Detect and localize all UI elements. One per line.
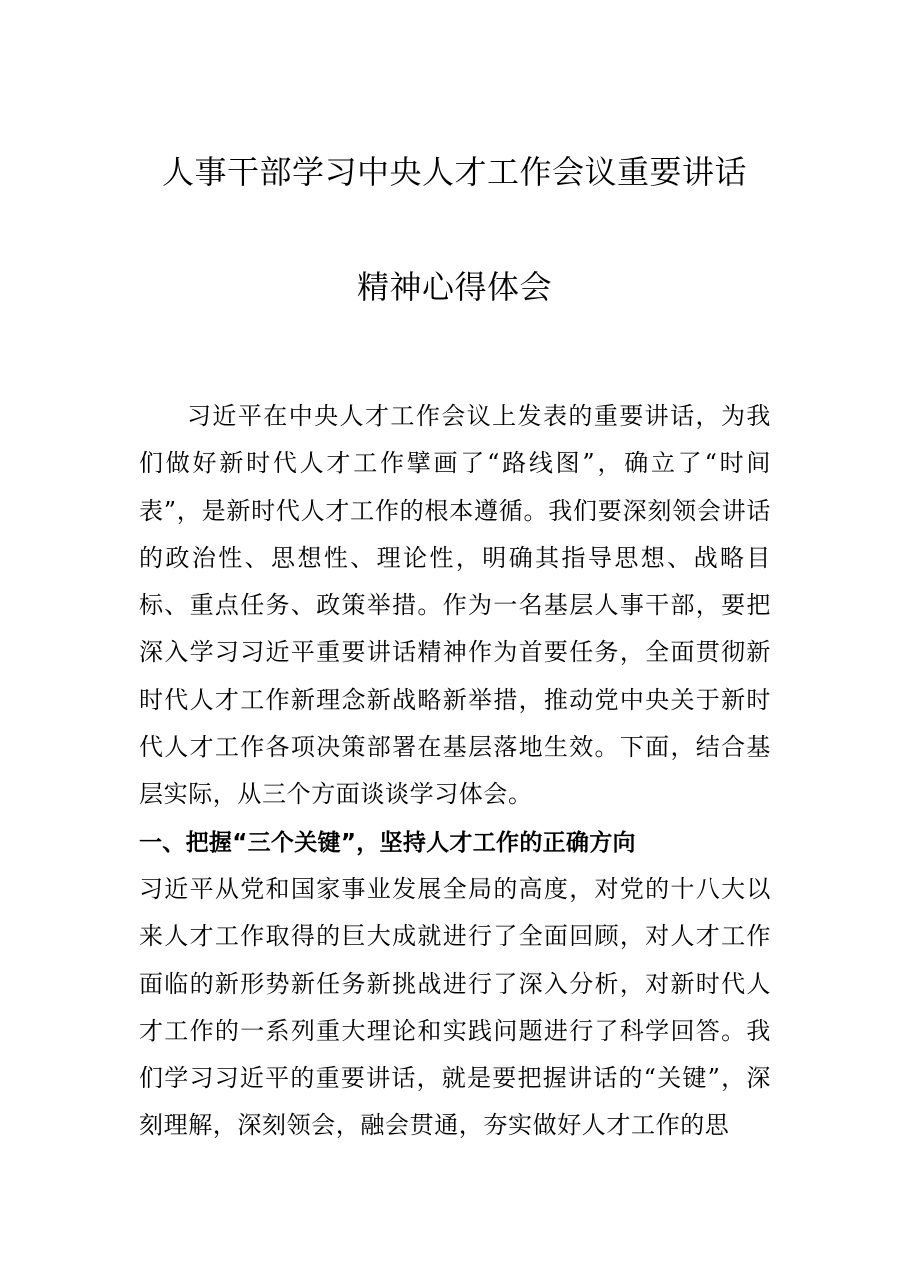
body-paragraph-1: 习近平在中央人才工作会议上发表的重要讲话，为我们做好新时代人才工作擘画了“路线图”，确立了“时间表”，是新时代人才工作的根本遵循。我们要深刻领会讲话的政治性、思想性、理论性，明确其指导思想、战略目标、重点任务、政策举措。作为一名基层人事干部，要把深入学习习近平重要讲话精神作为首要任务，全面贯彻新时代人才工作新理念新战略新举措，推动党中央关于新时代人才工作各项决策部署在基层落地生效。下面，结合基层实际，从三个方面谈谈学习体会。	[139, 402, 771, 809]
document-title-line-2: 精神心得体会	[356, 268, 552, 306]
body-paragraph-2: 习近平从党和国家事业发展全局的高度，对党的十八大以来人才工作取得的巨大成就进行了全面回顾，对人才工作面临的新形势新任务新挑战进行了深入分析，对新时代人才工作的一系列重大理论和实践问题进行了科学回答。我们学习习近平的重要讲话，就是要把握讲话的“关键”，深刻理解，深刻领会，融会贯通，夯实做好人才工作的思	[139, 875, 771, 1140]
document-title-line-1: 人事干部学习中央人才工作会议重要讲话	[161, 153, 747, 191]
section-heading-1: 一、把握“三个关键”，坚持人才工作的正确方向	[139, 830, 636, 856]
